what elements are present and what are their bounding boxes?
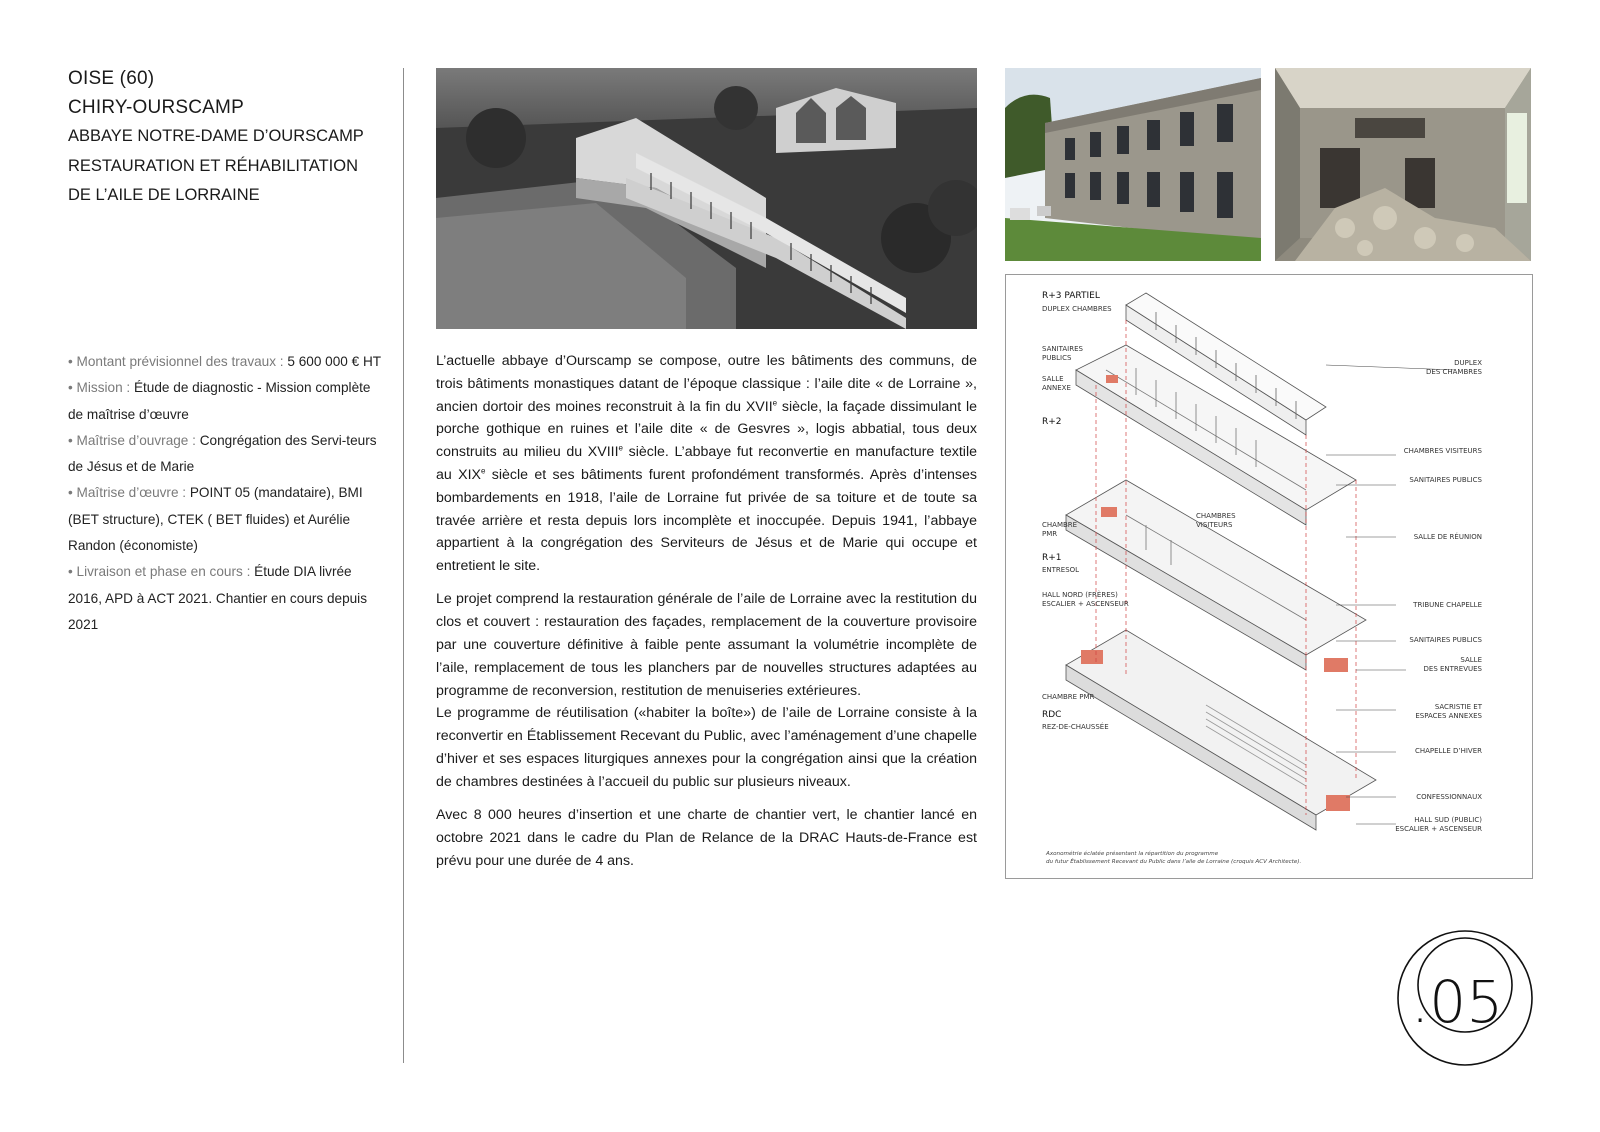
detail-label: Mission : — [76, 380, 131, 396]
level-r1-sub: ENTRESOL — [1042, 566, 1080, 574]
level-rdc-label: RDC — [1042, 710, 1062, 720]
detail-value: Étude de diagnostic - Mission complète de maîtrise d’œuvre — [68, 380, 371, 422]
detail-bullet: • — [68, 432, 73, 448]
label-salle-annexe: SALLE ANNEXE — [1042, 375, 1071, 392]
label-sanitaires-publics-r1: SANITAIRES PUBLICS — [1409, 636, 1482, 644]
paragraph-text: siècle, la façade dissimulant le porche gothique en ruines et l’aile dite « de Gesvres », logis abbatial, tous deux construits au milieu du XVIII — [436, 398, 977, 461]
detail-bullet: • — [68, 485, 73, 501]
aerial-photo — [436, 68, 977, 329]
detail-label: Livraison et phase en cours : — [76, 564, 251, 580]
level-r1-label: R+1 — [1042, 553, 1062, 563]
detail-bullet: • — [68, 564, 73, 580]
column-divider — [403, 68, 404, 1063]
label-sacristie: SACRISTIE ET ESPACES ANNEXES — [1415, 703, 1482, 720]
ruin-interior-photo-icon — [1275, 68, 1531, 261]
label-tribune-chapelle: TRIBUNE CHAPELLE — [1413, 601, 1482, 609]
label-sanitaires-publics: SANITAIRES PUBLICS — [1042, 345, 1083, 362]
superscript: e — [480, 466, 486, 476]
page-number-circle-icon — [1395, 928, 1535, 1068]
commune-title: CHIRY-OURSCAMP — [68, 97, 244, 118]
description-paragraph: Le projet comprend la restauration générale de l’aile de Lorraine avec la restitution du clos et couvert : restauration des façades, remplacement de la couverture provisoire par une couverture définitive à faible pente assumant la volumétrie incomplète de l’aile, remplacement de tous les planchers par de nouvelles structures adaptées au programme de reconversion, restitution de menuiseries extérieures. — [436, 591, 977, 699]
detail-client — [68, 428, 384, 481]
detail-label: Maîtrise d’ouvrage : — [76, 432, 196, 448]
facade-photo — [1005, 68, 1261, 261]
label-confessionnaux: CONFESSIONNAUX — [1416, 793, 1482, 801]
paragraph-text: L’actuelle abbaye d’Ourscamp se compose, outre les bâtiments des communs, de trois bâtiments monastiques datant de l’époque classique : l’aile dite « de Lorraine », ancien dortoir des moines reconstruit à la fin du XVII — [436, 353, 977, 415]
detail-bullet: • — [68, 380, 73, 396]
detail-label: Montant prévisionnel des travaux : — [76, 354, 284, 369]
detail-team — [68, 480, 384, 559]
description-paragraph: Avec 8 000 heures d’insertion et une charte de chantier vert, le chantier lancé en octobre 2021 dans le cadre du Plan de Relance de la DRAC Hauts-de-France est prévu pour une durée de 4 ans. — [436, 807, 977, 869]
detail-value: 5 600 000 € HT — [287, 354, 382, 369]
project-header — [68, 64, 383, 211]
paragraph-text: siècle et ses bâtiments furent profondément transformés. Après d’intenses bombardements en 1918, l’aile de Lorraine fut privée de sa toiture et de toute sa travée arrière et resta depuis lors incomplète et inoccupée. Depuis 1941, l’abbaye appartient à la congrégation des Serviteurs de Jésus et de Marie qui occupe et entretient le site. — [436, 466, 977, 575]
detail-label: Maîtrise d’œuvre : — [76, 485, 187, 501]
department-title: OISE (60) — [68, 68, 155, 89]
level-r2-label: R+2 — [1042, 417, 1062, 427]
label-chambre-pmr-rdc: CHAMBRE PMR — [1042, 693, 1095, 701]
detail-value: POINT 05 (mandataire), BMI (BET structure), CTEK ( BET fluides) et Aurélie Randon (économiste) — [68, 485, 363, 554]
detail-value: Congrégation des Servi-teurs de Jésus et de Marie — [68, 432, 377, 475]
detail-mission — [68, 375, 384, 428]
label-salle-entrevues: SALLE DES ENTREVUES — [1423, 656, 1482, 673]
paragraph-text: siècle. L’abbaye fut reconvertie en manufacture textile au XIX — [436, 444, 977, 483]
label-hall-sud: HALL SUD (PUBLIC) ESCALIER + ASCENSEUR — [1395, 816, 1482, 833]
description-paragraph: Le programme de réutilisation («habiter la boîte») de l’aile de Lorraine consiste à la reconvertir en Établissement Recevant du Public, avec l’aménagement d’une chapelle d’hiver et ses espaces liturgiques annexes pour la congrégation ainsi que la création de chambres destinées à l’accueil du public sur plusieurs niveaux. — [436, 705, 977, 790]
diagram-caption: Axonométrie éclatée présentant la répartition du programme du futur Établissement Recevant du Public dans l’aile de Lorraine (croquis ACV Architecte). — [1046, 851, 1302, 865]
subtitle-line: RESTAURATION ET RÉHABILITATION — [68, 156, 359, 175]
ruin-interior-photo — [1275, 68, 1531, 261]
label-chambres-visiteurs: CHAMBRES VISITEURS — [1196, 512, 1236, 529]
page-number-text: .05 — [1410, 968, 1504, 1036]
detail-value: Étude DIA livrée 2016, APD à ACT 2021. Chantier en cours depuis 2021 — [68, 564, 368, 632]
project-details — [68, 349, 384, 638]
detail-bullet: • — [68, 354, 73, 369]
axonometric-diagram — [1005, 274, 1533, 879]
label-chambre-pmr: CHAMBRE PMR — [1042, 521, 1078, 538]
project-description — [436, 350, 977, 883]
superscript: e — [618, 443, 623, 453]
detail-delivery — [68, 559, 384, 638]
label-chapelle-hiver: CHAPELLE D’HIVER — [1414, 747, 1482, 755]
level-r3-sub: DUPLEX CHAMBRES — [1042, 305, 1112, 313]
label-chambres-visiteurs-right: CHAMBRES VISITEURS — [1403, 447, 1482, 455]
subtitle-line: DE L’AILE DE LORRAINE — [68, 186, 260, 204]
label-salle-reunion: SALLE DE RÉUNION — [1413, 533, 1482, 541]
superscript: e — [772, 397, 778, 407]
detail-budget — [68, 349, 384, 375]
level-r3-label: R+3 PARTIEL — [1042, 291, 1100, 301]
aerial-photo-icon — [436, 68, 977, 329]
subtitle-line: ABBAYE NOTRE-DAME D’OURSCAMP — [68, 127, 364, 145]
facade-photo-icon — [1005, 68, 1261, 261]
page-number-badge — [1395, 928, 1535, 1068]
label-hall-nord: HALL NORD (FRÈRES) ESCALIER + ASCENSEUR — [1042, 591, 1129, 608]
label-duplex: DUPLEX DES CHAMBRES — [1426, 359, 1482, 376]
description-paragraph — [436, 350, 977, 578]
level-rdc-sub: REZ-DE-CHAUSSÉE — [1042, 723, 1109, 731]
label-sanitaires-publics-right: SANITAIRES PUBLICS — [1409, 476, 1482, 484]
